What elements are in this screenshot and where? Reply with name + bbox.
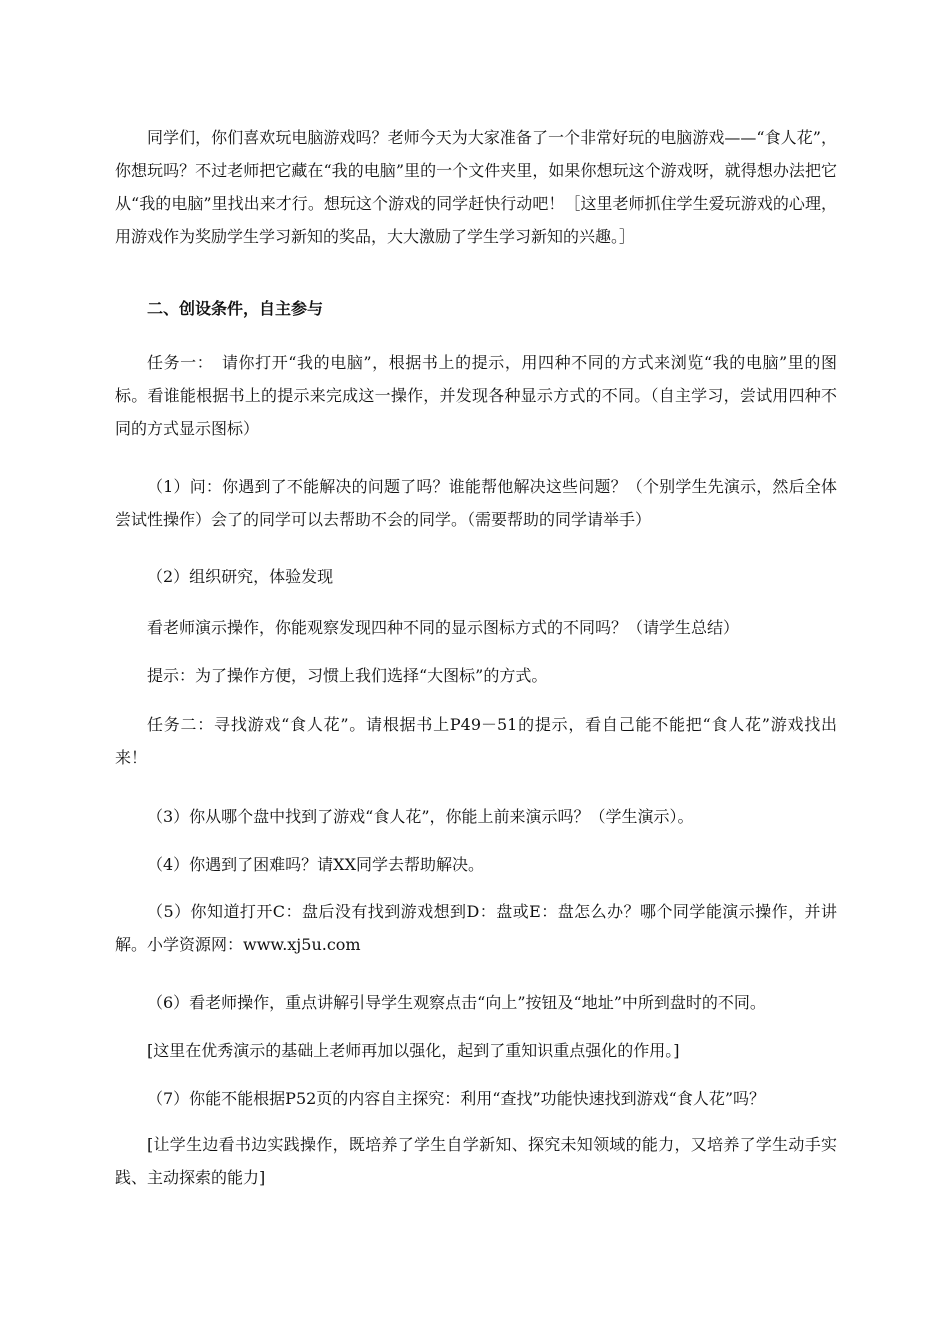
question-6-paragraph: （6）看老师操作，重点讲解引导学生观察点击“向上”按钮及“地址”中所到盘时的不同。	[147, 993, 766, 1012]
task-one-paragraph: 任务一： 请你打开“我的电脑”，根据书上的提示，用四种不同的方式来浏览“我的电脑”里的图标。看谁能根据书上的提示来完成这一操作，并发现各种显示方式的不同。（自主学习，尝试用四种不同的方式显示图标）	[115, 353, 837, 438]
note-paragraph: [这里在优秀演示的基础上老师再加以强化，起到了重知识重点强化的作用。]	[147, 1041, 680, 1060]
question-5-paragraph: （5）你知道打开C：盘后没有找到游戏想到D：盘或E：盘怎么办？哪个同学能演示操作，并讲解。小学资源网：www.xj5u.com	[115, 902, 837, 954]
task-two-paragraph: 任务二：寻找游戏“食人花”。请根据书上P49－51的提示，看自己能不能把“食人花”游戏找出来！	[115, 715, 837, 767]
closing-note-paragraph: [让学生边看书边实践操作，既培养了学生自学新知、探究未知领域的能力，又培养了学生动手实践、主动探索的能力]	[115, 1135, 837, 1187]
question-4-paragraph: （4）你遇到了困难吗？请XX同学去帮助解决。	[147, 855, 484, 874]
intro-paragraph: 同学们，你们喜欢玩电脑游戏吗？老师今天为大家准备了一个非常好玩的电脑游戏——“食人花”，你想玩吗？不过老师把它藏在“我的电脑”里的一个文件夹里，如果你想玩这个游戏呀，就得想办法把它从“我的电脑”里找出来才行。想玩这个游戏的同学赶快行动吧！［这里老师抓住学生爱玩游戏的心理，用游戏作为奖励学生学习新知的奖品，大大激励了学生学习新知的兴趣。］	[115, 128, 837, 246]
tip-paragraph: 提示：为了操作方便，习惯上我们选择“大图标”的方式。	[147, 666, 548, 685]
section-heading: 二、创设条件，自主参与	[147, 299, 324, 318]
observe-paragraph: 看老师演示操作，你能观察发现四种不同的显示图标方式的不同吗？（请学生总结）	[147, 618, 740, 637]
question-7-paragraph: （7）你能不能根据P52页的内容自主探究：利用“查找”功能快速找到游戏“食人花”吗？	[147, 1089, 766, 1108]
question-3-paragraph: （3）你从哪个盘中找到了游戏“食人花”，你能上前来演示吗？（学生演示）。	[147, 807, 694, 826]
question-1-paragraph: （1）问：你遇到了不能解决的问题了吗？谁能帮他解决这些问题？（个别学生先演示，然后全体尝试性操作）会了的同学可以去帮助不会的同学。（需要帮助的同学请举手）	[115, 477, 837, 529]
step-2-paragraph: （2）组织研究，体验发现	[147, 567, 334, 586]
